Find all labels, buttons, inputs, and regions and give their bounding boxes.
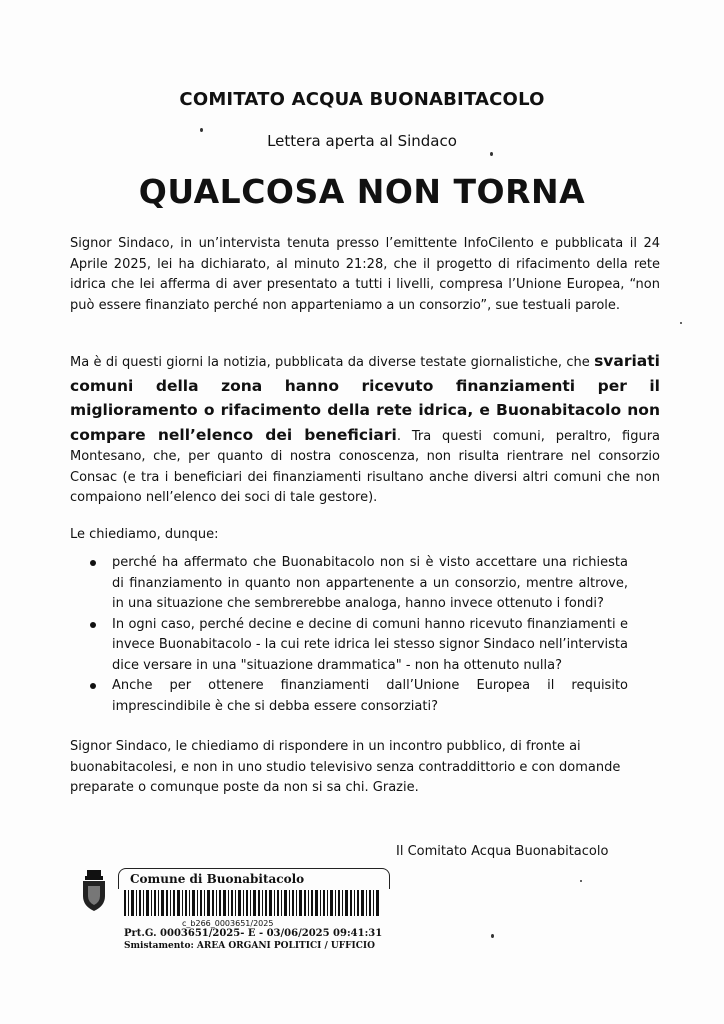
question-item (82, 676, 628, 717)
question-text: In ogni caso, perché decine e decine di comuni hanno ricevuto finanziamenti e invece Buonabitacolo - la cui rete idrica lei stesso signor Sindaco nell’intervista dice versare in una "situazione drammatica" - non ha ottenuto nulla? (112, 616, 628, 673)
bullet-icon (90, 683, 96, 689)
scan-speck (580, 880, 582, 882)
paragraph-news-highlight: svariati comuni della zona hanno ricevuto finanziamenti per il miglioramento o rifacimento della rete idrica, e Buonabitacolo non compare nell’elenco dei beneficiari (70, 352, 660, 444)
paragraph-intro: Signor Sindaco, in un’intervista tenuta presso l’emittente InfoCilento e pubblicata il 24 Aprile 2025, lei ha dichiarato, al minuto 21:28, che il progetto di rifacimento della rete idrica che lei afferma di aver presentato a tutti i livelli, compresa l’Unione Europea, “non può essere finanziato perché non apparteniamo a un consorzio”, sue testuali parole. (70, 236, 660, 313)
letter-headline: QUALCOSA NON TORNA (138, 172, 586, 211)
protocol-stamp (72, 866, 392, 956)
municipal-crest-icon (78, 870, 110, 912)
bullet-icon (90, 622, 96, 628)
letter-subtitle: Lettera aperta al Sindaco (267, 132, 457, 150)
paragraph-questions-intro: Le chiediamo, dunque: (70, 527, 219, 542)
question-text: Anche per ottenere finanziamenti dall’Unione Europea il requisito imprescindibile è che si debba essere consorziati? (112, 678, 628, 714)
paragraph-closing: Signor Sindaco, le chiediamo di rispondere in un incontro pubblico, di fronte ai buonabitacolesi, e non in uno studio televisivo senza contraddittorio e con domande preparate o comunque poste da non si sa chi. Grazie. (70, 739, 621, 795)
signature: Il Comitato Acqua Buonabitacolo (396, 844, 609, 859)
question-item (82, 553, 628, 615)
bullet-icon (90, 560, 96, 566)
barcode-icon (118, 888, 388, 918)
stamp-barcode-code: c_b266_0003651/2025 (182, 919, 274, 928)
scan-speck (490, 152, 493, 156)
stamp-smistamento: Smistamento: AREA ORGANI POLITICI / UFFICIO (124, 941, 375, 951)
stamp-comune: Comune di Buonabitacolo (130, 872, 305, 886)
paragraph-news-intro: Ma è di questi giorni la notizia, pubblicata da diverse testate giornalistiche, che (70, 355, 590, 370)
question-item (82, 615, 628, 677)
question-text: perché ha affermato che Buonabitacolo non si è visto accettare una richiesta di finanziamento in quanto non appartenente a un consorzio, mentre altrove, in una situazione che sembrerebbe analoga, hanno invece ottenuto i fondi? (112, 555, 628, 611)
scan-speck (680, 322, 682, 324)
organization-title: COMITATO ACQUA BUONABITACOLO (179, 89, 545, 110)
stamp-protocol: Prt.G. 0003651/2025- E - 03/06/2025 09:41:31 (124, 928, 383, 939)
scan-speck (491, 934, 494, 938)
question-list (82, 553, 628, 717)
paragraph-news-rest: . Tra questi comuni, peraltro, figura Montesano, che, per quanto di nostra conoscenza, non risulta rientrare nel consorzio Consac (e tra i beneficiari dei finanziamenti risultano anche diversi altri comuni che non compaiono nell’elenco dei soci di tale gestore). (70, 428, 661, 505)
paragraph-news (70, 349, 660, 509)
scan-speck (200, 128, 203, 132)
